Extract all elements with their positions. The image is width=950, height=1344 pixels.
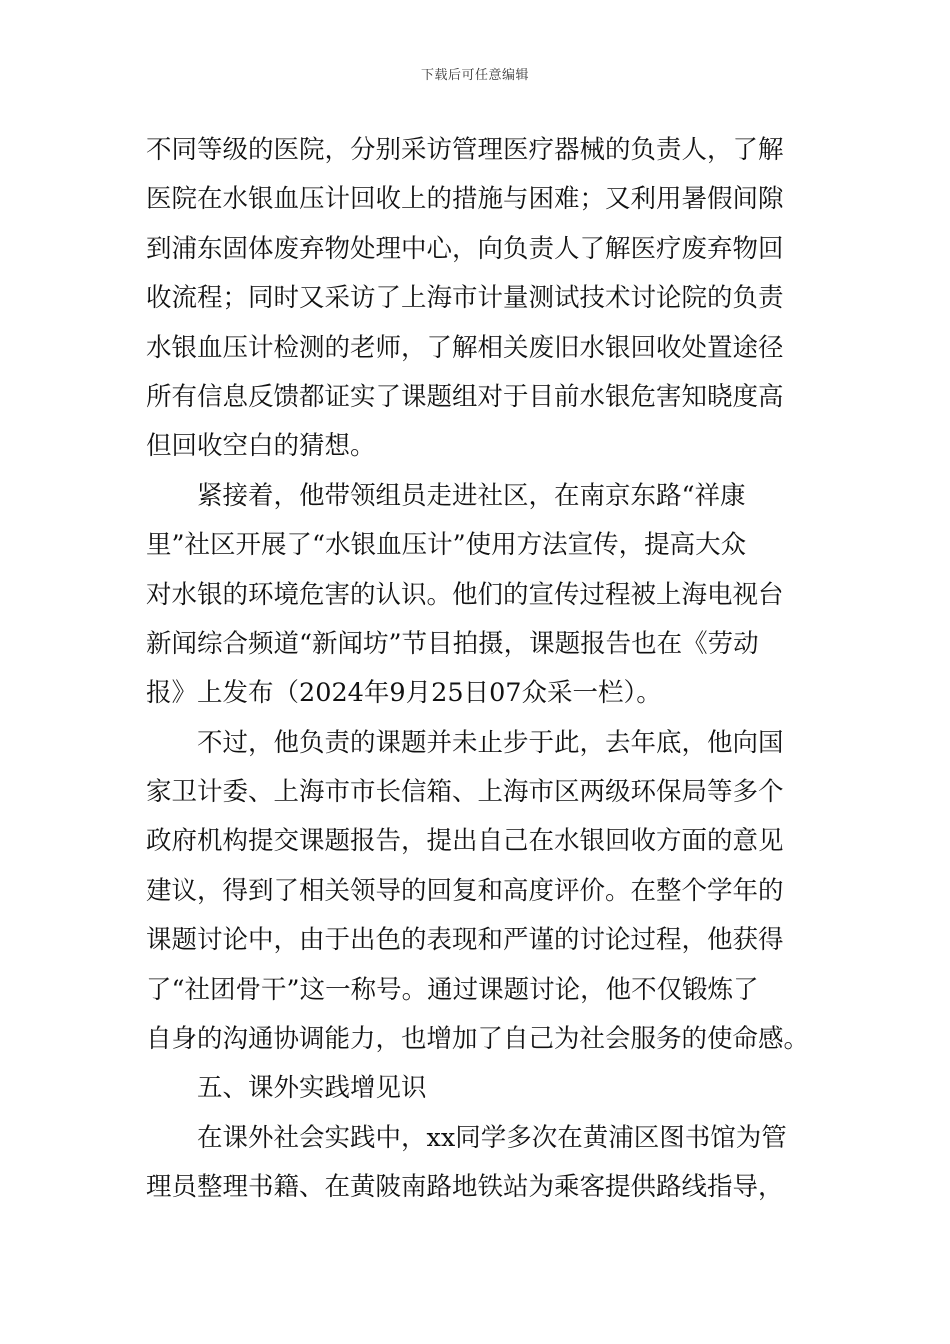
text-line: 政府机构提交课题报告，提出自己在水银回收方面的意见 <box>146 826 784 857</box>
text-line: 里”社区开展了“水银血压计”使用方法宣传，提高大众 <box>146 530 747 561</box>
section-heading: 五、课外实践增见识 <box>197 1073 427 1104</box>
document-body <box>146 126 808 1213</box>
text-line: 自身的沟通协调能力，也增加了自己为社会服务的使命感。 <box>146 1024 810 1055</box>
text-line: 但回收空白的猜想。 <box>146 431 376 462</box>
text-line: 了“社团骨干”这一称号。通过课题讨论，他不仅锻炼了 <box>146 974 759 1005</box>
paragraph-first-line: 不过，他负责的课题并未止步于此，去年底，他向国 <box>197 727 784 758</box>
text-line: 课题讨论中，由于出色的表现和严谨的讨论过程，他获得 <box>146 925 784 956</box>
paragraph-first-line: 在课外社会实践中，xx同学多次在黄浦区图书馆为管 <box>197 1122 787 1153</box>
text-line: 报》上发布（2024年9月25日07众采一栏）。 <box>146 678 662 709</box>
text-line: 新闻综合频道“新闻坊”节目拍摄，课题报告也在《劳动 <box>146 628 759 659</box>
text-line: 家卫计委、上海市市长信箱、上海市区两级环保局等多个 <box>146 777 784 808</box>
text-line: 不同等级的医院，分别采访管理医疗器械的负责人，了解 <box>146 135 784 165</box>
text-line: 所有信息反馈都证实了课题组对于目前水银危害知晓度高 <box>146 381 784 412</box>
paragraph-first-line: 紧接着，他带领组员走进社区，在南京东路“祥康 <box>197 480 746 511</box>
text-line: 建议，得到了相关领导的回复和高度评价。在整个学年的 <box>146 875 784 906</box>
text-line: 对水银的环境危害的认识。他们的宣传过程被上海电视台 <box>146 579 784 610</box>
text-line: 理员整理书籍、在黄陂南路地铁站为乘客提供路线指导， <box>146 1172 784 1203</box>
text-line: 到浦东固体废弃物处理中心，向负责人了解医疗废弃物回 <box>146 233 784 264</box>
page-header-note: 下载后可任意编辑 <box>420 68 529 83</box>
text-line: 水银血压计检测的老师，了解相关废旧水银回收处置途径 <box>146 332 784 363</box>
text-line: 医院在水银血压计回收上的措施与困难；又利用暑假间隙 <box>146 184 784 215</box>
text-line: 收流程；同时又采访了上海市计量测试技术讨论院的负责 <box>146 283 784 314</box>
